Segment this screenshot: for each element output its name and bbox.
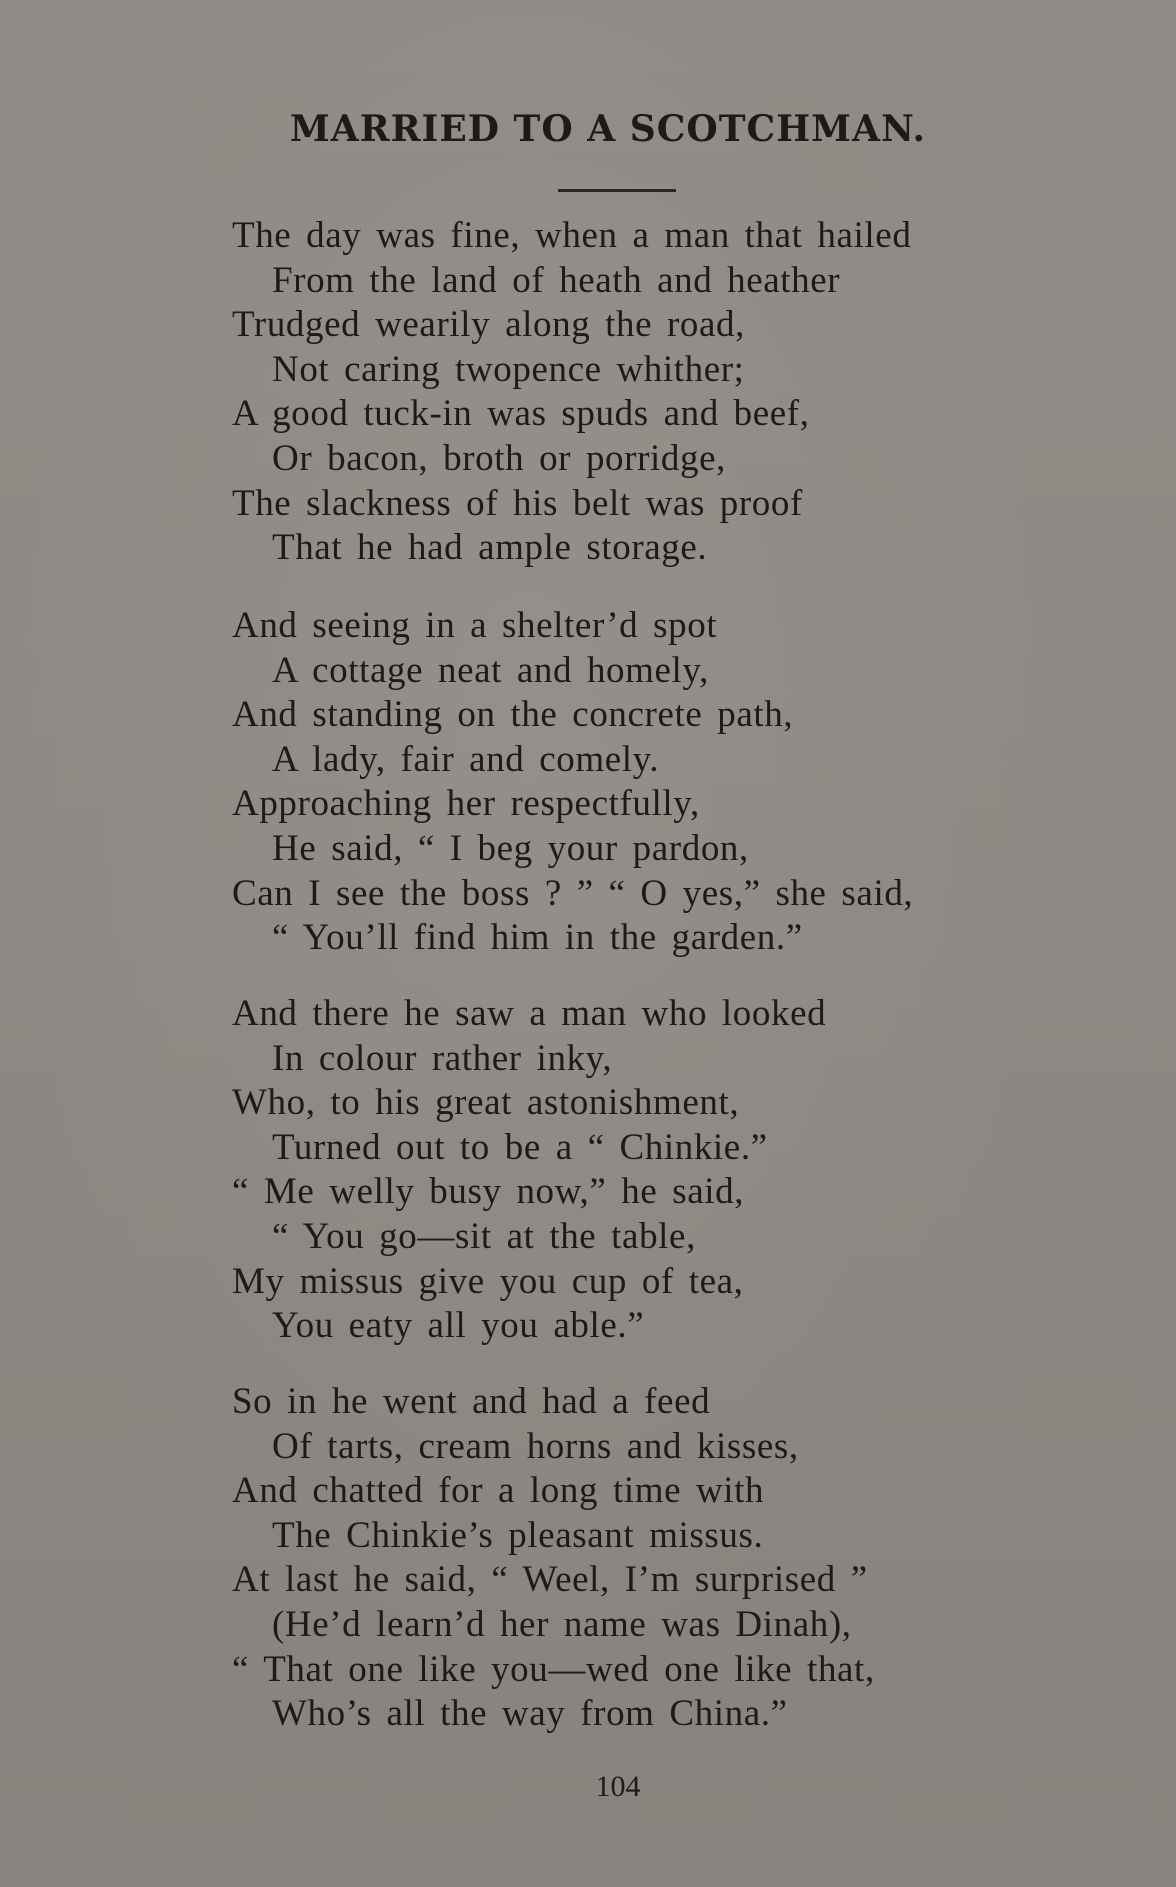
verse-line: A good tuck-in was spuds and beef, bbox=[232, 393, 810, 435]
verse-line: My missus give you cup of tea, bbox=[232, 1260, 744, 1302]
poem-title: MARRIED TO A SCOTCHMAN. bbox=[289, 108, 927, 150]
verse-line: “ That one like you—wed one like that, bbox=[232, 1648, 875, 1690]
page-number: 104 bbox=[595, 1770, 641, 1803]
verse-line: Who, to his great astonishment, bbox=[232, 1082, 740, 1124]
verse-line: Who’s all the way from China.” bbox=[272, 1693, 788, 1735]
verse-line: And standing on the concrete path, bbox=[232, 694, 794, 736]
stanza-4 bbox=[232, 1380, 1052, 1737]
verse-line: A cottage neat and homely, bbox=[272, 649, 709, 691]
verse-line: Of tarts, cream horns and kisses, bbox=[272, 1425, 799, 1467]
verse-line: Or bacon, broth or porridge, bbox=[272, 437, 726, 479]
verse-line: So in he went and had a feed bbox=[232, 1381, 711, 1422]
verse-line: At last he said, “ Weel, I’m surprised ” bbox=[232, 1559, 868, 1601]
verse-line: The Chinkie’s pleasant missus. bbox=[272, 1514, 764, 1556]
verse-line: And chatted for a long time with bbox=[232, 1470, 765, 1512]
verse-line: “ You go—sit at the table, bbox=[272, 1215, 696, 1257]
verse-line: The slackness of his belt was proof bbox=[232, 482, 803, 524]
verse-line: From the land of heath and heather bbox=[272, 259, 841, 301]
verse-line: And seeing in a shelter’d spot bbox=[232, 605, 718, 646]
stanza-1 bbox=[232, 214, 1052, 571]
verse-line: (He’d learn’d her name was Dinah), bbox=[272, 1603, 852, 1645]
verse-line: And there he saw a man who looked bbox=[232, 993, 827, 1034]
verse-line: The day was fine, when a man that hailed bbox=[232, 215, 912, 256]
verse-line: You eaty all you able.” bbox=[272, 1305, 645, 1347]
verse-line: Trudged wearily along the road, bbox=[232, 304, 745, 346]
verse-line: Turned out to be a “ Chinkie.” bbox=[272, 1126, 768, 1168]
verse-line: Can I see the boss ? ” “ O yes,” she said, bbox=[232, 872, 914, 914]
verse-line: “ Me welly busy now,” he said, bbox=[232, 1171, 745, 1213]
verse-line: Not caring twopence whither; bbox=[272, 348, 745, 390]
verse-line: He said, “ I beg your pardon, bbox=[272, 827, 749, 869]
verse-line: A lady, fair and comely. bbox=[272, 738, 660, 780]
stanza-3 bbox=[232, 992, 1052, 1349]
verse-line: That he had ample storage. bbox=[272, 527, 708, 569]
title-divider bbox=[558, 189, 676, 192]
verse-line: “ You’ll find him in the garden.” bbox=[272, 917, 803, 959]
verse-line: Approaching her respectfully, bbox=[232, 783, 700, 825]
verse-line: In colour rather inky, bbox=[272, 1037, 613, 1079]
stanza-2 bbox=[232, 604, 1052, 961]
